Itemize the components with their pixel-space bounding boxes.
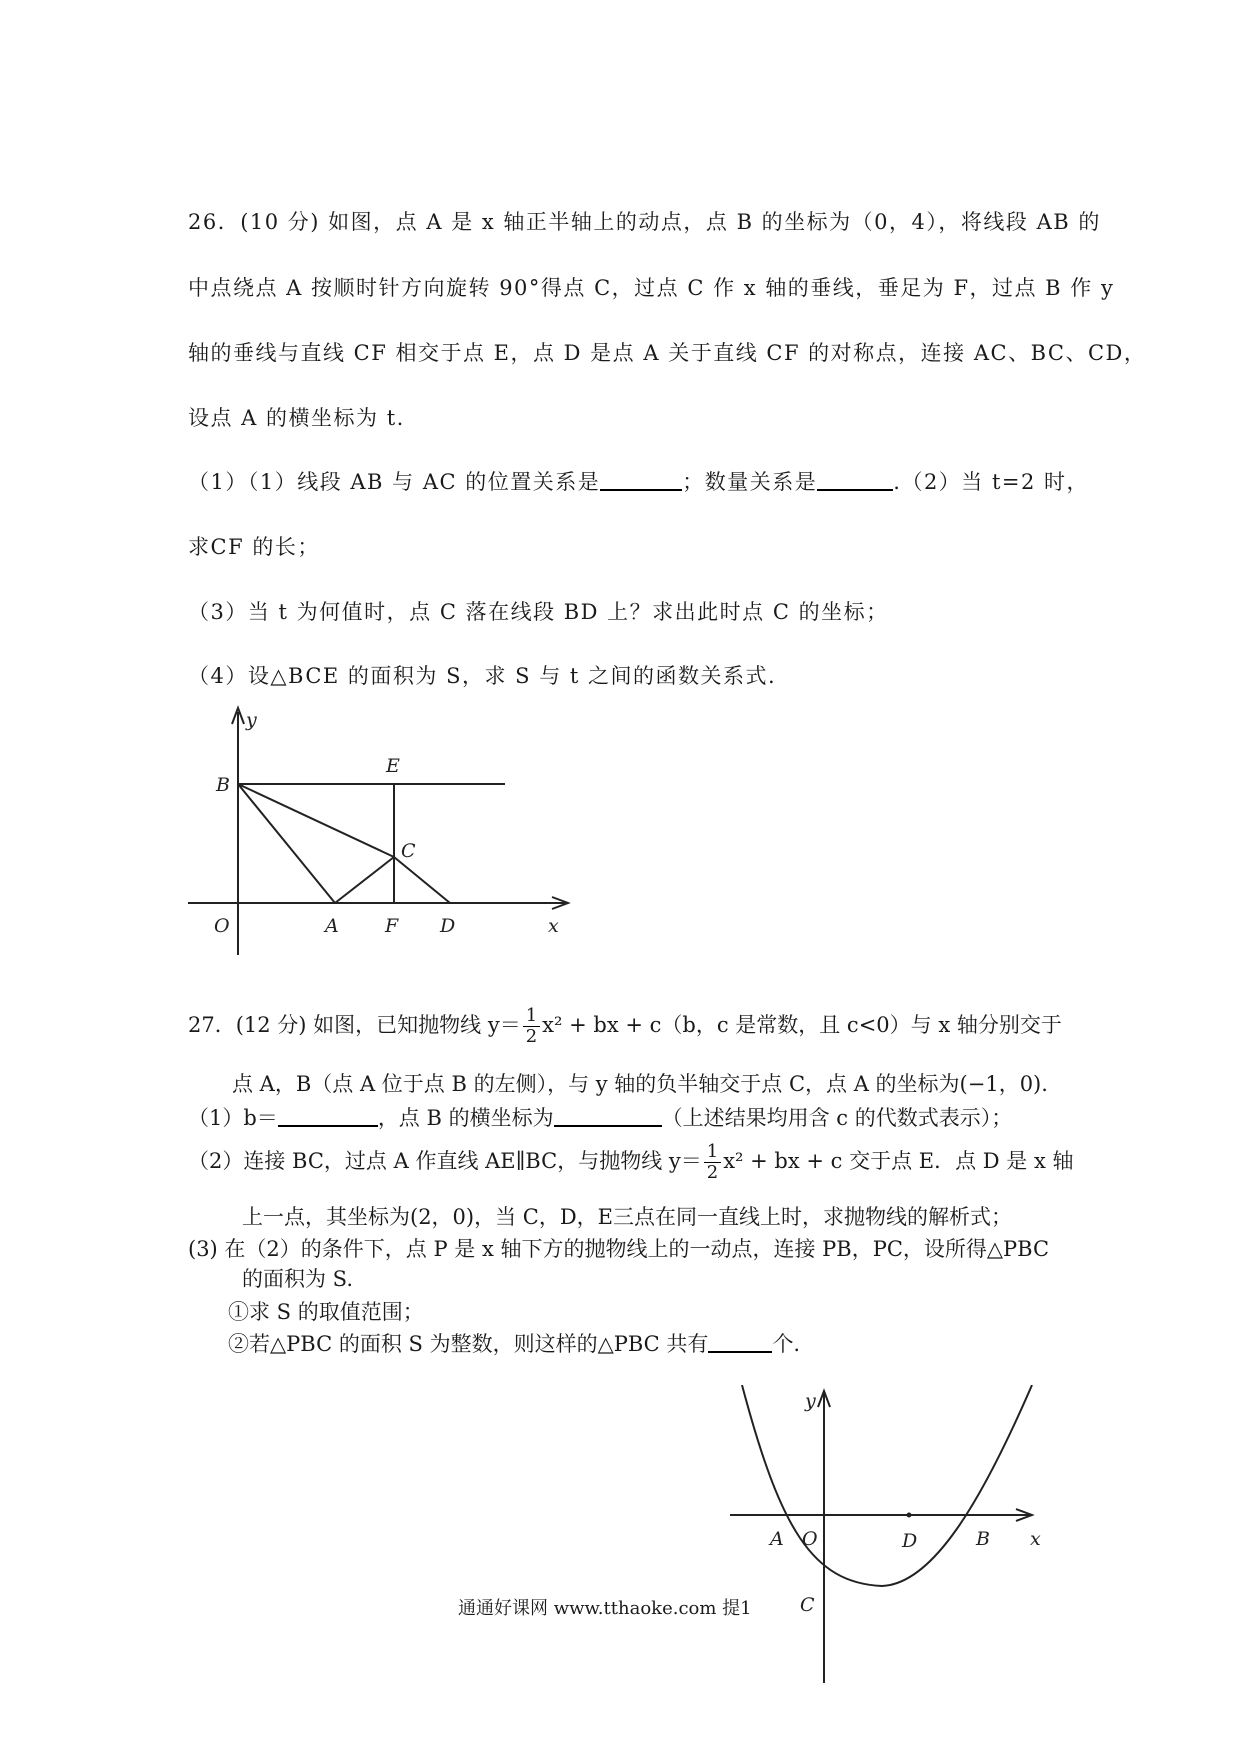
q26-segment-ba xyxy=(238,784,335,903)
q27-label-d: D xyxy=(902,1530,918,1552)
q26-label-d: D xyxy=(440,915,456,937)
q26-label-y: y xyxy=(246,709,257,731)
q27-part-3-sub-2 xyxy=(228,1328,800,1358)
q27-part-2-text-b: x² + bx + c 交于点 E．点 D 是 x 轴 xyxy=(723,1149,1074,1173)
answer-blank-count xyxy=(708,1333,772,1353)
q26-label-c: C xyxy=(401,840,416,862)
q27-part-3-sub-1: ①求 S 的取值范围； xyxy=(228,1300,424,1324)
q27-label-b: B xyxy=(976,1528,990,1550)
q26-label-f: F xyxy=(385,915,399,937)
q26-part-3: （3）当 t 为何值时，点 C 落在线段 BD 上？求出此时点 C 的坐标； xyxy=(188,600,889,624)
q27-part-1-text-c: （上述结果均用含 c 的代数式表示）； xyxy=(661,1106,1013,1130)
q27-part-1 xyxy=(188,1102,1012,1132)
q26-figure xyxy=(180,700,580,960)
q26-part-4: （4）设△BCE 的面积为 S，求 S 与 t 之间的函数关系式. xyxy=(188,664,777,688)
q27-point-d xyxy=(907,1513,912,1518)
q26-part-1-text-b: ；数量关系是 xyxy=(682,470,818,494)
q27-fraction-den-2: 2 xyxy=(706,1162,719,1183)
answer-blank-b xyxy=(278,1107,378,1127)
q26-line-1: 26．(10 分) 如图，点 A 是 x 轴正半轴上的动点，点 B 的坐标为（0，4），将线段 AB 的 xyxy=(188,210,1101,234)
q27-label-a: A xyxy=(770,1528,784,1550)
q27-part-1-text-b: ，点 B 的横坐标为 xyxy=(377,1106,554,1130)
q26-label-x: x xyxy=(548,915,559,937)
page-footer: 通通好课网 www.tthaoke.com 提1 xyxy=(458,1598,752,1619)
q27-line-2: 点 A，B（点 A 位于点 B 的左侧），与 y 轴的负半轴交于点 C，点 A 的坐标为(−1，0). xyxy=(232,1072,1048,1096)
q27-part-3-sub-2-text-b: 个. xyxy=(772,1332,801,1356)
q27-part-2-cont: 上一点，其坐标为(2，0)，当 C，D，E三点在同一直线上时，求抛物线的解析式； xyxy=(242,1205,1013,1229)
q27-part-3-sub-2-text-a: ②若△PBC 的面积 S 为整数，则这样的△PBC 共有 xyxy=(228,1332,709,1356)
q26-segment-cd xyxy=(394,857,450,903)
q27-label-c: C xyxy=(800,1594,815,1616)
q26-label-o: O xyxy=(214,915,230,937)
q27-part-2-text-a: （2）连接 BC，过点 A 作直线 AE∥BC，与抛物线 y＝ xyxy=(188,1149,702,1173)
q27-part-2 xyxy=(188,1142,1073,1183)
q27-parabola xyxy=(742,1385,1032,1586)
q27-fraction-num-2: 1 xyxy=(704,1142,721,1163)
q26-segment-bc xyxy=(238,784,394,857)
q26-line-3: 轴的垂线与直线 CF 相交于点 E，点 D 是点 A 关于直线 CF 的对称点，连接 AC、BC、CD， xyxy=(188,341,1147,365)
q27-line-1 xyxy=(188,1006,1062,1047)
q27-fraction-half xyxy=(523,1006,540,1047)
q27-part-3: (3) 在（2）的条件下，点 P 是 x 轴下方的抛物线上的一动点，连接 PB，PC，设所得△PBC xyxy=(188,1237,1050,1261)
q27-fraction-den: 2 xyxy=(525,1026,538,1047)
q26-part-2: 求CF 的长； xyxy=(188,535,320,559)
q27-label-o: O xyxy=(802,1528,818,1550)
q26-line-4: 设点 A 的横坐标为 t. xyxy=(188,406,405,430)
q26-label-e: E xyxy=(386,755,400,777)
q27-part-3-cont: 的面积为 S. xyxy=(242,1267,353,1291)
answer-blank-position xyxy=(600,471,682,491)
q26-segment-ac xyxy=(335,857,394,903)
q27-figure xyxy=(720,1385,1050,1700)
q27-part-1-text-a: （1）b＝ xyxy=(188,1106,278,1130)
q26-label-b: B xyxy=(216,774,230,796)
q27-fraction-num: 1 xyxy=(523,1006,540,1027)
q27-label-y: y xyxy=(805,1390,816,1412)
answer-blank-quantity xyxy=(817,471,893,491)
q27-line-1-text-a: 27．(12 分) 如图，已知抛物线 y＝ xyxy=(188,1013,521,1037)
q26-part-1 xyxy=(188,466,1089,496)
q27-fraction-half-2 xyxy=(704,1142,721,1183)
q26-label-a: A xyxy=(325,915,339,937)
q27-line-1-text-b: x² + bx + c（b，c 是常数，且 c<0）与 x 轴分别交于 xyxy=(542,1013,1062,1037)
answer-blank-b-abscissa xyxy=(554,1107,662,1127)
q26-part-1-text-a: （1）（1）线段 AB 与 AC 的位置关系是 xyxy=(188,470,601,494)
q27-label-x: x xyxy=(1030,1528,1041,1550)
q26-line-2: 中点绕点 A 按顺时针方向旋转 90°得点 C，过点 C 作 x 轴的垂线，垂足为 F，过点 B 作 y xyxy=(188,276,1115,300)
q26-part-1-text-c: .（2）当 t=2 时， xyxy=(893,470,1090,494)
